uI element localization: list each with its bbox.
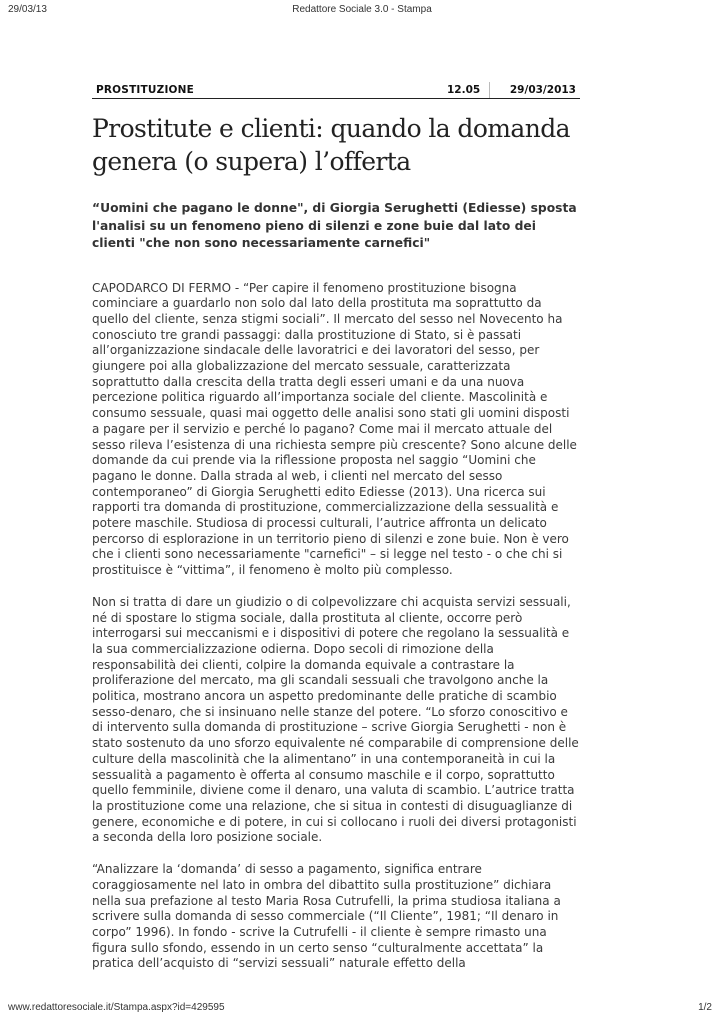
article-category: PROSTITUZIONE [96, 84, 195, 96]
article-paragraph: CAPODARCO DI FERMO - “Per capire il fenomeno prostituzione bisogna cominciare a guardarlo non solo dal lato della prostituta ma soprattutto da quello del cliente, senza stigmi sociali”. Il mercato del sesso nel Novecento ha conosciuto tre grandi passaggi: dalla prostituzione di Stato, si è passati all’organizzazione sindacale delle lavoratrici e dei lavoratori del sesso, per giungere poi alla globalizzazione del mercato sessuale, caratterizzata soprattutto dalla crescita della tratta degli esseri umani e da una nuova percezione politica riguardo all’importanza sociale del cliente. Mascolinità e consumo sessuale, quasi mai oggetto delle analisi sono stati gli uomini disposti a pagare per il servizio e perché lo pagano? Come mai il mercato attuale del sesso rileva l’esistenza di una richiesta sempre più crescente? Sono alcune delle domande da cui prende via la riflessione proposta nel saggio “Uomini che pagano le donne. Dalla strada al web, i clienti nel mercato del sesso contemporaneo” di Giorgia Serughetti edito Ediesse (2013). Una ricerca sui rapporti tra domanda di prostituzione, commercializzazione della sessualità e potere maschile. Studiosa di processi culturali, l’autrice affronta un delicato percorso di esplorazione in un territorio pieno di silenzi e zone buie. Non è vero che i clienti sono necessariamente "carnefici" – si legge nel testo - o che chi si prostituisce è “vittima”, il fenomeno è molto più complesso. [92, 280, 577, 578]
article-subtitle: “Uomini che pagano le donne", di Giorgia Serughetti (Ediesse) sposta l'analisi su un fenomeno pieno di silenzi e zone buie dal lato dei clienti "che non sono necessariamente carnefici" [92, 201, 577, 250]
print-url: www.redattoresociale.it/Stampa.aspx?id=429595 [8, 1002, 225, 1013]
print-page-number: 1/2 [698, 1002, 712, 1013]
print-title: Redattore Sociale 3.0 - Stampa [292, 4, 432, 15]
article-paragraph: “Analizzare la ‘domanda’ di sesso a pagamento, significa entrare coraggiosamente nel lato in ombra del dibattito sulla prostituzione” dichiara nella sua prefazione al testo Maria Rosa Cutrufelli, la prima studiosa italiana a scrivere sulla domanda di sesso commerciale (“Il Cliente”, 1981; “Il denaro in corpo” 1996). In fondo - scrive la Cutrufelli - il cliente è sempre rimasto una figura sullo sfondo, essendo in un certo senso “culturalmente accettata” la pratica dell’acquisto di “servizi sessuali” naturale effetto della [92, 862, 561, 971]
article [92, 80, 580, 988]
print-date: 29/03/13 [8, 4, 47, 15]
article-meta-bar [92, 80, 580, 99]
print-footer [0, 1002, 724, 1016]
article-time: 12.05 [447, 84, 481, 96]
meta-divider [489, 82, 490, 98]
article-paragraph: Non si tratta di dare un giudizio o di colpevolizzare chi acquista servizi sessuali, né di spostare lo stigma sociale, dalla prostituta al cliente, occorre però interrogarsi sui meccanismi e i dispositivi di potere che regolano la sessualità e la sua commercializzazione odierna. Dopo secoli di rimozione della responsabilità dei clienti, colpire la domanda equivale a contrastare la proliferazione del mercato, ma gli scandali sessuali che travolgono anche la politica, mostrano ancora un aspetto predominante delle pratiche di scambio sesso-denaro, che si insinuano nelle stanze del potere. “Lo sforzo conoscitivo e di intervento sulla domanda di prostituzione – scrive Giorgia Serughetti - non è stato sostenuto da uno sforzo equivalente né comparabile di comprensione delle culture della mascolinità che la alimentano” in una contemporaneità in cui la sessualità a pagamento è offerta al consumo maschile e il corpo, soprattutto quello femminile, diviene come il denaro, una valuta di scambio. L’autrice tratta la prostituzione come una relazione, che si situa in contesti di disuguaglianze di genere, economiche e di potere, in cui si collocano i ruoli dei diversi protagonisti a seconda della loro posizione sociale. [92, 594, 579, 845]
article-date: 29/03/2013 [509, 84, 576, 96]
article-title: Prostitute e clienti: quando la domanda genera (o supera) l’offerta [92, 114, 570, 176]
print-header [0, 4, 724, 18]
article-body [92, 281, 580, 973]
